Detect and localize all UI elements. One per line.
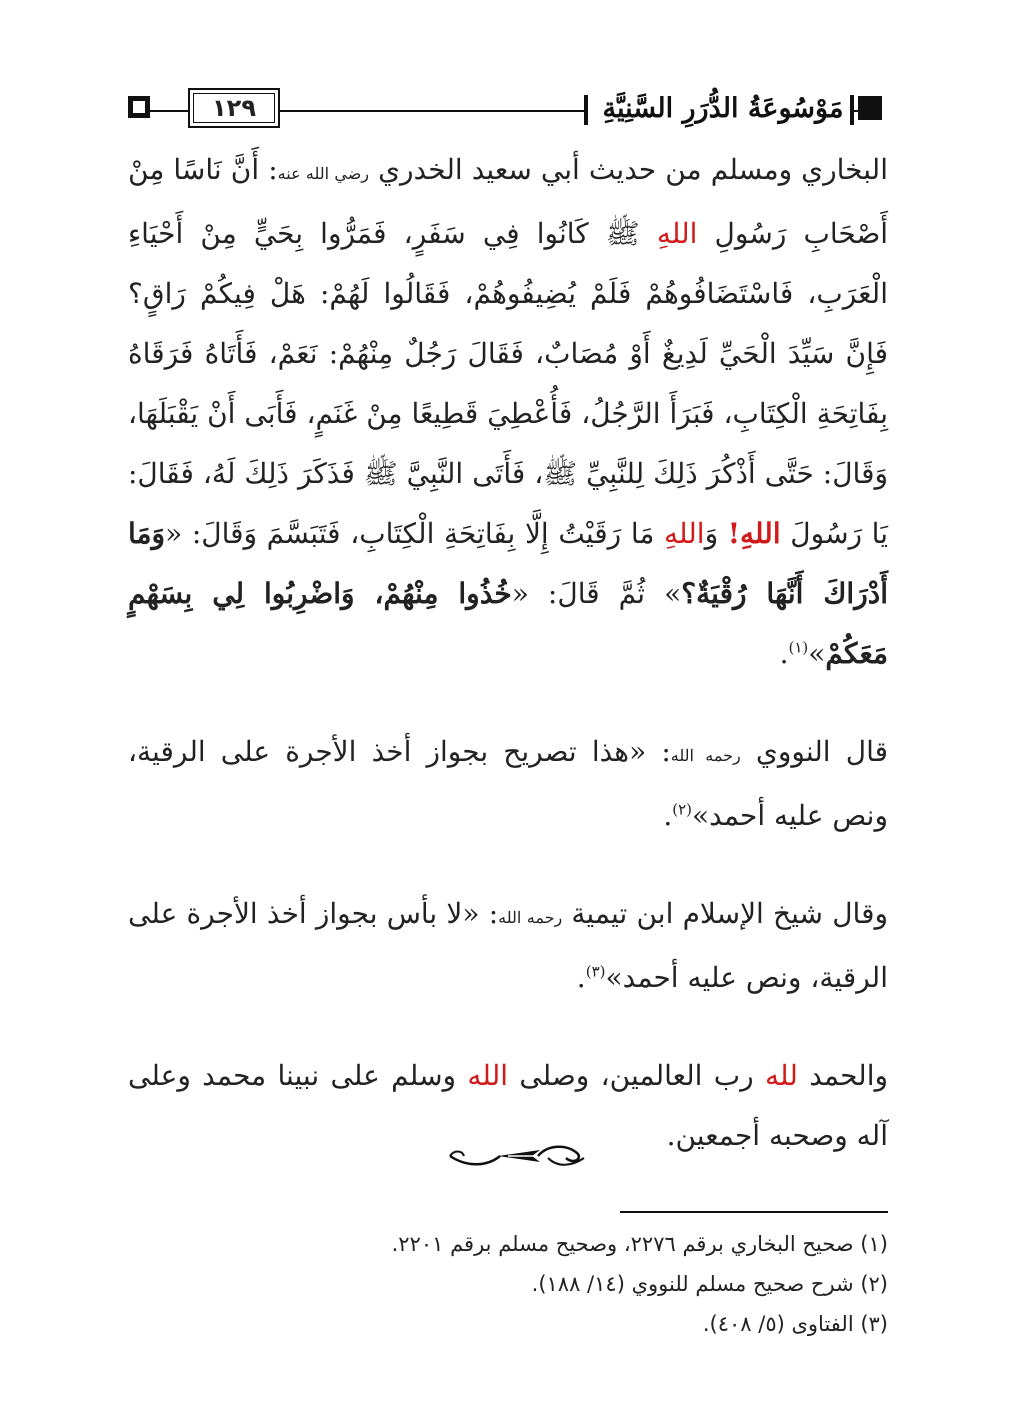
text-span: : «هذا تصريح بجواز أخذ الأجرة على الرقية، ونص عليه أحمد» [128, 735, 888, 832]
section-divider-ornament-icon [448, 1140, 588, 1170]
header-left-square-icon [128, 96, 150, 118]
text-span: وقال شيخ الإسلام ابن تيمية [562, 897, 888, 930]
divine-name-red: الله [467, 1059, 508, 1092]
text-span: فَذَكَرَ ذَلِكَ لَهُ، فَقَالَ: يَا رَسُولَ [128, 457, 888, 550]
text-span: مَا رَقَيْتُ إِلَّا بِفَاتِحَةِ الْكِتَابِ، فَتَبَسَّمَ وَقَالَ: « [165, 517, 664, 550]
footnote-2: (٢) شرح صحيح مسلم للنووي (١٤/ ١٨٨). [531, 1272, 888, 1296]
text-span: البخاري ومسلم من حديث أبي سعيد الخدري [369, 153, 888, 186]
text-span: » ثُمَّ قَالَ: « [511, 577, 682, 610]
footnote-3: (٣) الفتاوى (٥/ ٤٠٨). [702, 1312, 888, 1336]
text-span: . [576, 961, 586, 994]
prophetic-quote-bold: وَمَا أَدْرَاكَ أَنَّهَا رُقْيَةٌ؟ [128, 517, 888, 610]
salawat-glyph: ﷺ [605, 217, 640, 250]
text-span: والحمد [797, 1059, 888, 1092]
text-span: . [779, 637, 789, 670]
divine-name-red: اللهِ [656, 217, 698, 250]
text-span: : «لا بأس بجواز أخذ الأجرة على الرقية، ونص عليه أحمد» [128, 897, 888, 994]
text-span: . [663, 799, 673, 832]
divine-name-red: لله [765, 1059, 798, 1092]
honorific-glyph: رضي الله عنه [277, 164, 370, 183]
footnote-ref: (٣) [585, 962, 606, 981]
honorific-glyph: رحمه الله [498, 908, 563, 927]
divine-name-red: اللهِ [663, 517, 705, 550]
page-number: ١٢٩ [212, 94, 256, 122]
prophetic-quote-bold: خُذُوا مِنْهُمْ، وَاضْرِبُوا لِي بِسَهْمٍ مَعَكُمْ [128, 577, 888, 670]
honorific-glyph: رحمه الله [670, 746, 741, 765]
salawat-glyph: ﷺ [363, 457, 398, 490]
text-span [640, 217, 657, 250]
header-right-square-icon [858, 96, 882, 120]
text-span: ، فَأَتَى النَّبِيَّ [397, 457, 544, 490]
footnote-separator [620, 1211, 888, 1213]
divine-name-red: اللهِ! [727, 517, 781, 550]
text-span: كَانُوا فِي سَفَرٍ، فَمَرُّوا بِحَيٍّ مِنْ أَحْيَاءِ الْعَرَبِ، فَاسْتَضَافُوهُمْ فَلَمْ يُضِيفُوهُمْ، فَقَالُوا لَهُمْ: هَلْ فِيكُمْ رَاقٍ؟ فَإِنَّ سَيِّدَ الْحَيِّ لَدِيغٌ أَوْ مُصَابٌ، فَقَالَ رَجُلٌ مِنْهُمْ: نَعَمْ، فَأَتَاهُ فَرَقَاهُ بِفَاتِحَةِ الْكِتَابِ، فَبَرَأَ الرَّجُلُ، فَأُعْطِيَ قَطِيعًا مِنْ غَنَمٍ، فَأَبَى أَنْ يَقْبَلَهَا، وَقَالَ: حَتَّى أَذْكُرَ ذَلِكَ لِلنَّبِيِّ [128, 217, 889, 490]
text-span: وَ [704, 517, 728, 550]
header-divider-bar [584, 95, 588, 125]
footnotes [128, 1224, 888, 1344]
text-span: قال النووي [740, 735, 888, 768]
page-number-box [188, 88, 280, 128]
ibn-taymiyya-paragraph [128, 884, 888, 1008]
page-header [128, 80, 888, 140]
main-text [128, 140, 888, 1166]
text-span: وسلم على نبينا محمد وعلى آله وصحبه أجمعين. [128, 1059, 888, 1152]
hadith-paragraph [128, 140, 888, 684]
book-title: مَوْسُوعَةُ الدُّرَرِ السَّنِيَّةِ [602, 93, 844, 124]
text-span: » [808, 637, 826, 670]
salawat-glyph: ﷺ [543, 457, 578, 490]
text-span: : أَنَّ نَاسًا مِنْ أَصْحَابِ رَسُولِ [128, 153, 889, 250]
header-rule-middle [280, 110, 586, 112]
footnote-ref: (٢) [672, 800, 693, 819]
nawawi-paragraph [128, 722, 888, 846]
text-span: رب العالمين، وصلى [508, 1059, 766, 1092]
footnote-ref: (١) [788, 638, 809, 657]
header-rule-left [150, 110, 188, 112]
footnote-1: (١) صحيح البخاري برقم ٢٢٧٦، وصحيح مسلم برقم ٢٢٠١. [391, 1232, 888, 1256]
